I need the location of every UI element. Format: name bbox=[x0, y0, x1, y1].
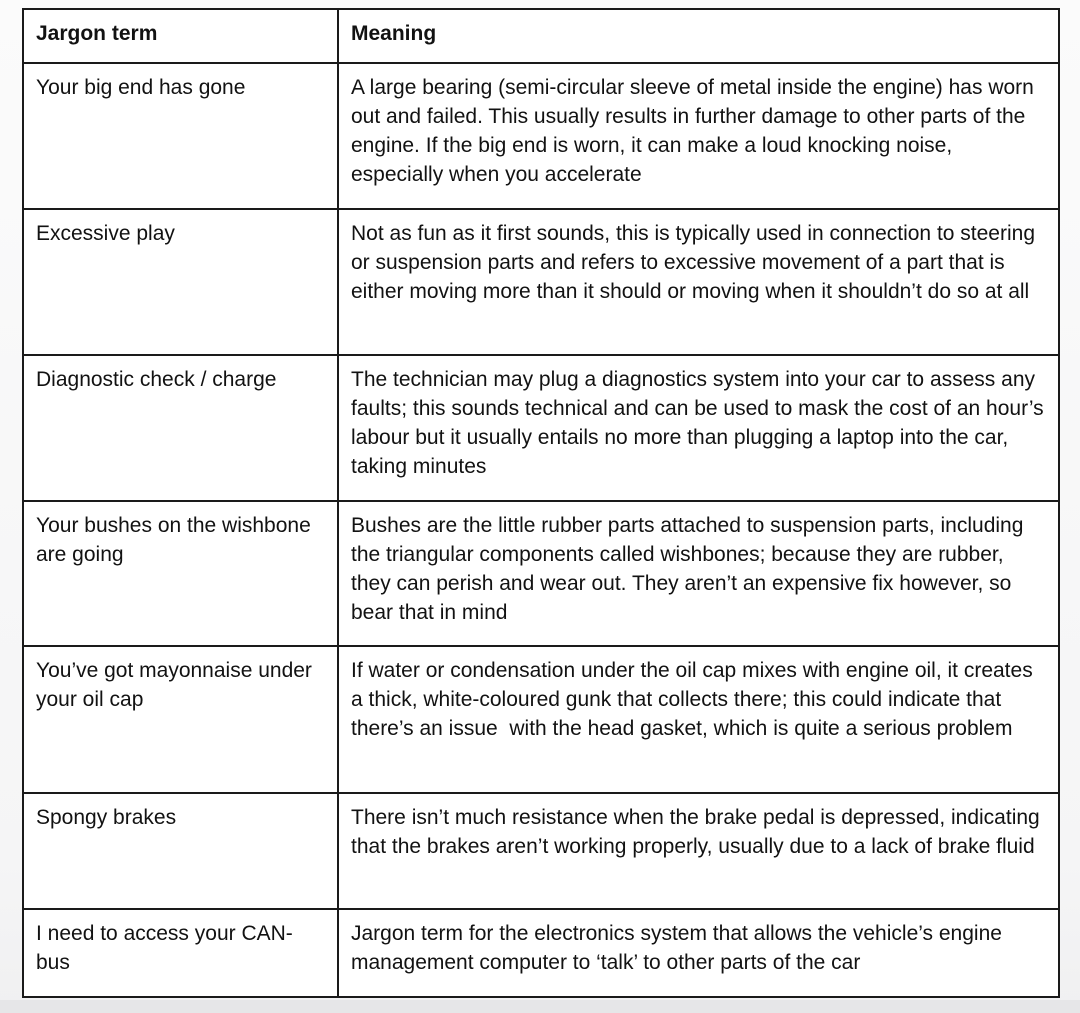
meaning-cell: There isn’t much resistance when the brake pedal is depressed, indicating that the brakes aren’t working properly, usually due to a lack of brake fluid bbox=[338, 793, 1059, 909]
jargon-term-cell: You’ve got mayonnaise under your oil cap bbox=[23, 646, 338, 793]
jargon-term-cell: Diagnostic check / charge bbox=[23, 355, 338, 501]
table-row bbox=[23, 646, 1059, 793]
column-header-jargon-term: Jargon term bbox=[23, 9, 338, 63]
jargon-term-cell: Excessive play bbox=[23, 209, 338, 355]
meaning-cell: A large bearing (semi-circular sleeve of metal inside the engine) has worn out and failed. This usually results in further damage to other parts of the engine. If the big end is worn, it can make a loud knocking noise, especially when you accelerate bbox=[338, 63, 1059, 209]
header-row bbox=[23, 9, 1059, 63]
jargon-table bbox=[22, 8, 1060, 998]
meaning-cell: Jargon term for the electronics system that allows the vehicle’s engine management computer to ‘talk’ to other parts of the car bbox=[338, 909, 1059, 997]
table-row bbox=[23, 501, 1059, 646]
meaning-cell: Not as fun as it first sounds, this is typically used in connection to steering or suspension parts and refers to excessive movement of a part that is either moving more than it should or moving when it shouldn’t do so at all bbox=[338, 209, 1059, 355]
meaning-cell: The technician may plug a diagnostics system into your car to assess any faults; this sounds technical and can be used to mask the cost of an hour’s labour but it usually entails no more than plugging a laptop into the car, taking minutes bbox=[338, 355, 1059, 501]
table-row bbox=[23, 355, 1059, 501]
jargon-term-cell: Spongy brakes bbox=[23, 793, 338, 909]
table-row bbox=[23, 793, 1059, 909]
table-row bbox=[23, 63, 1059, 209]
jargon-term-cell: I need to access your CAN-bus bbox=[23, 909, 338, 997]
bottom-strip bbox=[0, 1000, 1080, 1013]
meaning-cell: Bushes are the little rubber parts attached to suspension parts, including the triangular components called wishbones; because they are rubber, they can perish and wear out. They aren’t an expensive fix however, so bear that in mind bbox=[338, 501, 1059, 646]
jargon-term-cell: Your bushes on the wishbone are going bbox=[23, 501, 338, 646]
column-header-meaning: Meaning bbox=[338, 9, 1059, 63]
table-body bbox=[23, 63, 1059, 997]
table-row bbox=[23, 209, 1059, 355]
jargon-term-cell: Your big end has gone bbox=[23, 63, 338, 209]
table-header bbox=[23, 9, 1059, 63]
table-row bbox=[23, 909, 1059, 997]
meaning-cell: If water or condensation under the oil cap mixes with engine oil, it creates a thick, white-coloured gunk that collects there; this could indicate that there’s an issue with the head gasket, which is quite a serious problem bbox=[338, 646, 1059, 793]
